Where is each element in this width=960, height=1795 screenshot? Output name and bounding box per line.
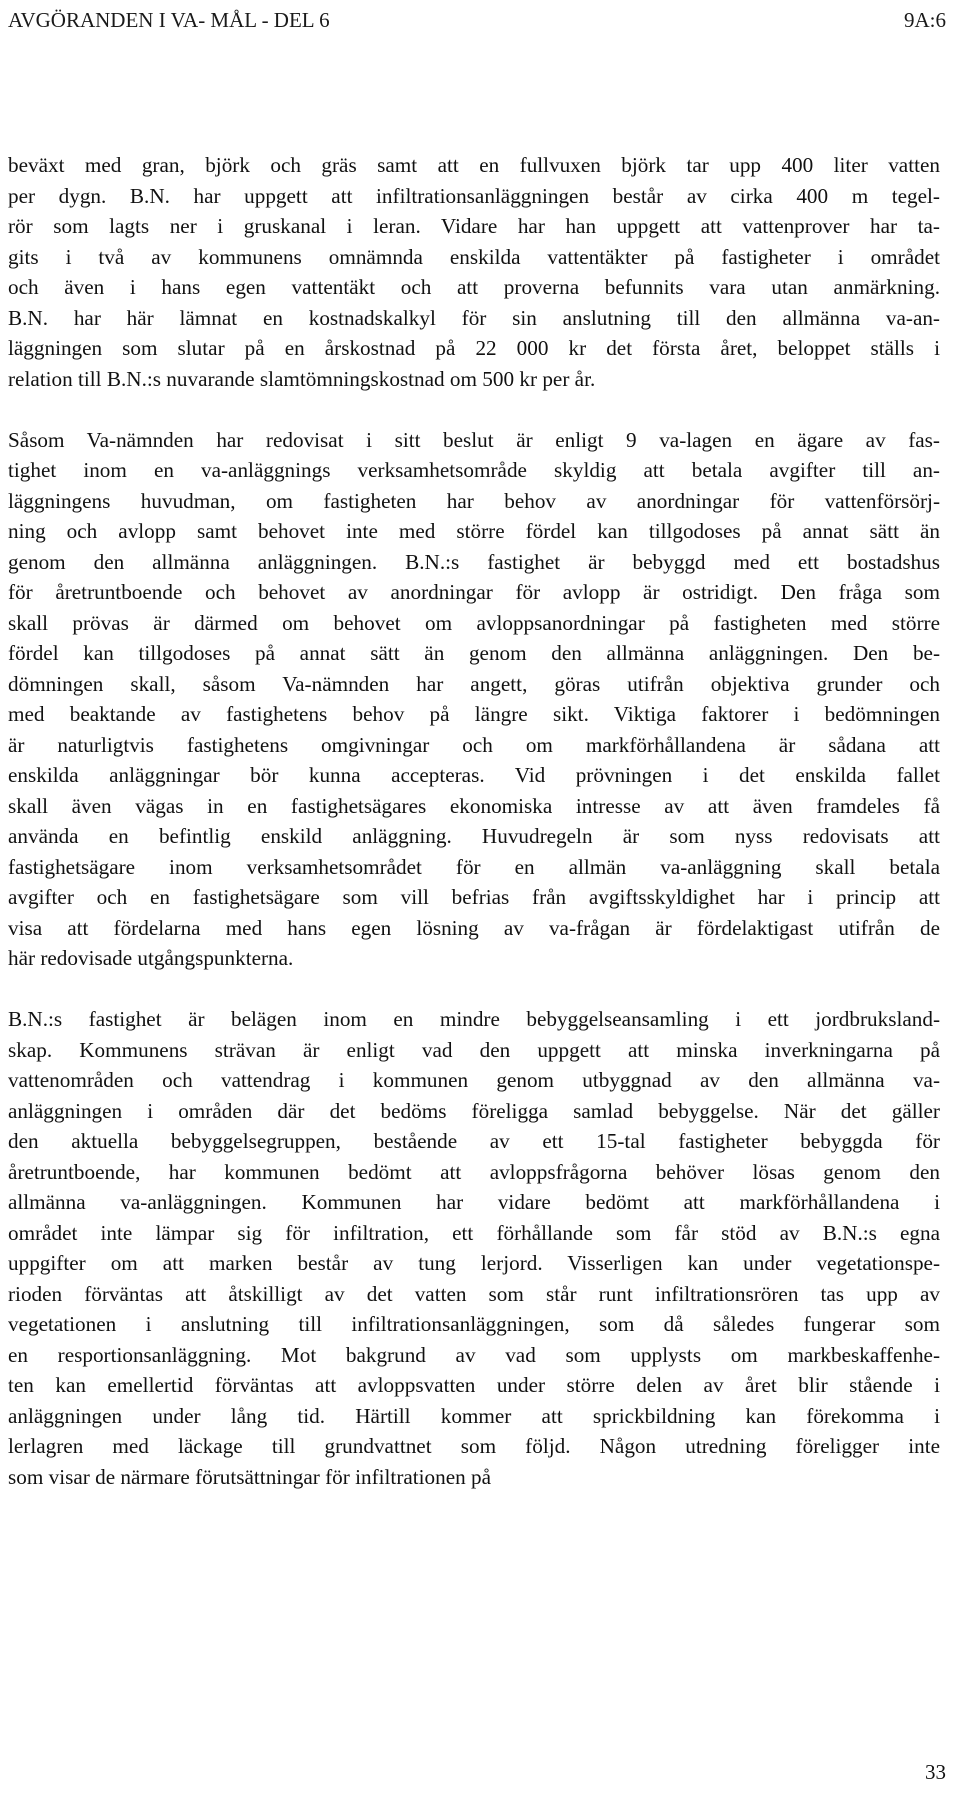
text-line: enskilda anläggningar bör kunna accepteras. Vid prövningen i det enskilda fallet [8, 763, 940, 787]
text-line: en resportionsanläggning. Mot bakgrund av vad som upplysts om markbeskaffenhe- [8, 1342, 940, 1367]
text-line: skall prövas är därmed om behovet om avloppsanordningar på fastigheten med större [8, 610, 940, 635]
text-line: visa att fördelarna med hans egen lösning av va-frågan är fördelaktigast utifrån de [8, 915, 940, 940]
paragraph-spacer [8, 394, 940, 425]
text-line: vegetationen i anslutning till infiltrationsanläggningen, som då således fungerar som [8, 1312, 940, 1336]
text-line: rör som lagts ner i gruskanal i leran. Vidare har han uppgett att vattenprover har ta- [8, 214, 940, 238]
text-line: genom den allmänna anläggningen. B.N.:s fastighet är bebyggd med ett bostadshus [8, 549, 940, 574]
text-line: läggningens huvudman, om fastigheten har behov av anordningar för vattenförsörj- [8, 488, 940, 513]
text-line: Såsom Va-nämnden har redovisat i sitt beslut är enligt 9 va-lagen en ägare av fas- [8, 427, 940, 452]
text-line: här redovisade utgångspunkterna. [8, 946, 294, 970]
text-line: per dygn. B.N. har uppgett att infiltrationsanläggningen består av cirka 400 m tegel- [8, 183, 940, 208]
page-header [8, 4, 946, 36]
text-line: uppgifter om att marken består av tung lerjord. Visserligen kan under vegetationspe- [8, 1251, 940, 1275]
text-line: med beaktande av fastighetens behov på längre sikt. Viktiga faktorer i bedömningen [8, 702, 940, 726]
text-line: rioden förväntas att åtskilligt av det vatten som står runt infiltrationsrören tas upp av [8, 1281, 940, 1306]
text-line: vattenområden och vattendrag i kommunen genom utbyggnad av den allmänna va- [8, 1068, 940, 1092]
document-body [8, 150, 940, 1492]
text-line: som visar de närmare förutsättningar för infiltrationen på [8, 1464, 492, 1489]
text-line: allmänna va-anläggningen. Kommunen har vidare bedömt att markförhållandena i [8, 1190, 940, 1214]
text-line: gits i två av kommunens omnämnda enskilda vattentäkter på fastigheter i området [8, 244, 940, 269]
text-line: tighet inom en va-anläggnings verksamhetsområde skyldig att betala avgifter till an- [8, 458, 940, 482]
text-line: relation till B.N.:s nuvarande slamtömningskostnad om 500 kr per år. [8, 366, 596, 391]
text-line: den aktuella bebyggelsegruppen, bestående av ett 15-tal fastigheter bebyggda för [8, 1129, 940, 1153]
text-line: ning och avlopp samt behovet inte med större fördel kan tillgodoses på annat sätt än [8, 519, 940, 543]
text-line: B.N.:s fastighet är belägen inom en mindre bebyggelseansamling i ett jordbruksland- [8, 1007, 940, 1031]
text-line: är naturligtvis fastighetens omgivningar och om markförhållandena är sådana att [8, 732, 940, 757]
text-line: fördel kan tillgodoses på annat sätt än genom den allmänna anläggningen. Den be- [8, 641, 940, 665]
paragraph-2 [8, 425, 940, 974]
text-line: läggningen som slutar på en årskostnad på 22 000 kr det första året, beloppet ställs i [8, 336, 940, 360]
text-line: och även i hans egen vattentäkt och att proverna befunnits vara utan anmärkning. [8, 275, 940, 299]
paragraph-3 [8, 1004, 940, 1492]
text-line: anläggningen under lång tid. Härtill kommer att sprickbildning kan förekomma i [8, 1403, 940, 1428]
text-line: använda en befintlig enskild anläggning. Huvudregeln är som nyss redovisats att [8, 824, 940, 848]
paragraph-1 [8, 150, 940, 394]
text-line: åretruntboende, har kommunen bedömt att avloppsfrågorna behöver lösas genom den [8, 1159, 940, 1184]
text-line: området inte lämpar sig för infiltration, ett förhållande som får stöd av B.N.:s egna [8, 1220, 940, 1245]
text-line: B.N. har här lämnat en kostnadskalkyl för sin anslutning till den allmänna va-an- [8, 305, 940, 330]
text-line: dömningen skall, såsom Va-nämnden har angett, göras utifrån objektiva grunder och [8, 671, 940, 696]
page-number: 33 [925, 1760, 946, 1784]
text-line: ten kan emellertid förväntas att avloppsvatten under större delen av året blir stående i [8, 1373, 940, 1397]
text-line: skap. Kommunens strävan är enligt vad den uppgett att minska inverkningarna på [8, 1037, 940, 1062]
text-line: beväxt med gran, björk och gräs samt att en fullvuxen björk tar upp 400 liter vatten [8, 153, 940, 177]
header-section-code: 9A:6 [904, 8, 946, 32]
header-title: AVGÖRANDEN I VA- MÅL - DEL 6 [8, 8, 330, 32]
text-line: fastighetsägare inom verksamhetsområdet för en allmän va-anläggning skall betala [8, 854, 940, 879]
paragraph-spacer [8, 974, 940, 1005]
text-line: skall även vägas in en fastighetsägares ekonomiska intresse av att även framdeles få [8, 793, 940, 818]
text-line: för åretruntboende och behovet av anordningar för avlopp är ostridigt. Den fråga som [8, 580, 940, 604]
text-line: anläggningen i områden där det bedöms föreligga samlad bebyggelse. När det gäller [8, 1098, 940, 1123]
text-line: lerlagren med läckage till grundvattnet som följd. Någon utredning föreligger inte [8, 1434, 940, 1458]
text-line: avgifter och en fastighetsägare som vill befrias från avgiftsskyldighet har i princip att [8, 885, 940, 909]
